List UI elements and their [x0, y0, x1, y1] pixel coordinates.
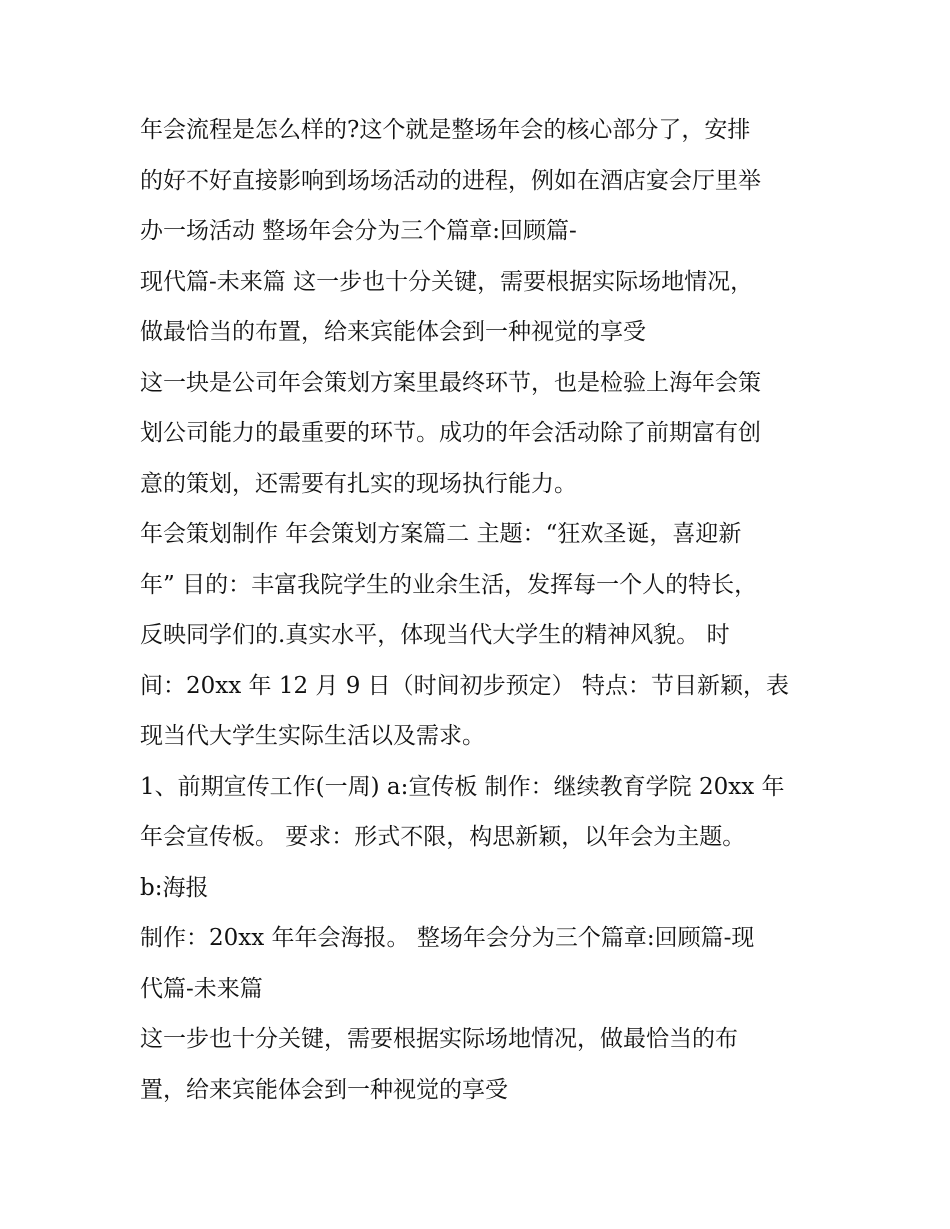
text-line: 置，给来宾能体会到一种视觉的享受	[140, 1077, 508, 1103]
text-line: 间：20xx 年 12 月 9 日（时间初步预定） 特点：节目新颖，表	[140, 673, 789, 699]
text-line: 意的策划，还需要有扎实的现场执行能力。	[140, 471, 577, 497]
text-line: 这一步也十分关键，需要根据实际场地情况，做最恰当的布	[140, 1026, 738, 1052]
text-line: 1、前期宣传工作(一周) a:宣传板 制作：继续教育学院 20xx 年	[140, 774, 785, 800]
text-line: 制作：20xx 年年会海报。 整场年会分为三个篇章:回顾篇-现	[140, 925, 755, 951]
text-line: 反映同学们的.真实水平，体现当代大学生的精神风貌。 时	[140, 622, 730, 648]
text-line: 做最恰当的布置，给来宾能体会到一种视觉的享受	[140, 319, 646, 345]
text-line: 这一块是公司年会策划方案里最终环节，也是检验上海年会策	[140, 370, 761, 396]
text-line: 年会策划制作 年会策划方案篇二 主题：“狂欢圣诞，喜迎新	[140, 521, 742, 547]
text-line: 代篇-未来篇	[140, 976, 263, 1002]
text-line: 现代篇-未来篇 这一步也十分关键，需要根据实际场地情况，	[140, 269, 754, 295]
text-line: 现当代大学生实际生活以及需求。	[140, 723, 485, 749]
text-line: 的好不好直接影响到场场活动的进程，例如在酒店宴会厅里举	[140, 168, 761, 194]
text-line: 划公司能力的最重要的环节。成功的年会活动除了前期富有创	[140, 420, 761, 446]
text-line: 办一场活动 整场年会分为三个篇章:回顾篇-	[140, 218, 577, 244]
text-line: b:海报	[140, 875, 209, 901]
text-line: 年会流程是怎么样的?这个就是整场年会的核心部分了，安排	[140, 117, 751, 143]
text-line: 年” 目的：丰富我院学生的业余生活，发挥每一个人的特长，	[140, 572, 758, 598]
text-line: 年会宣传板。 要求：形式不限，构思新颖，以年会为主题。	[140, 824, 746, 850]
